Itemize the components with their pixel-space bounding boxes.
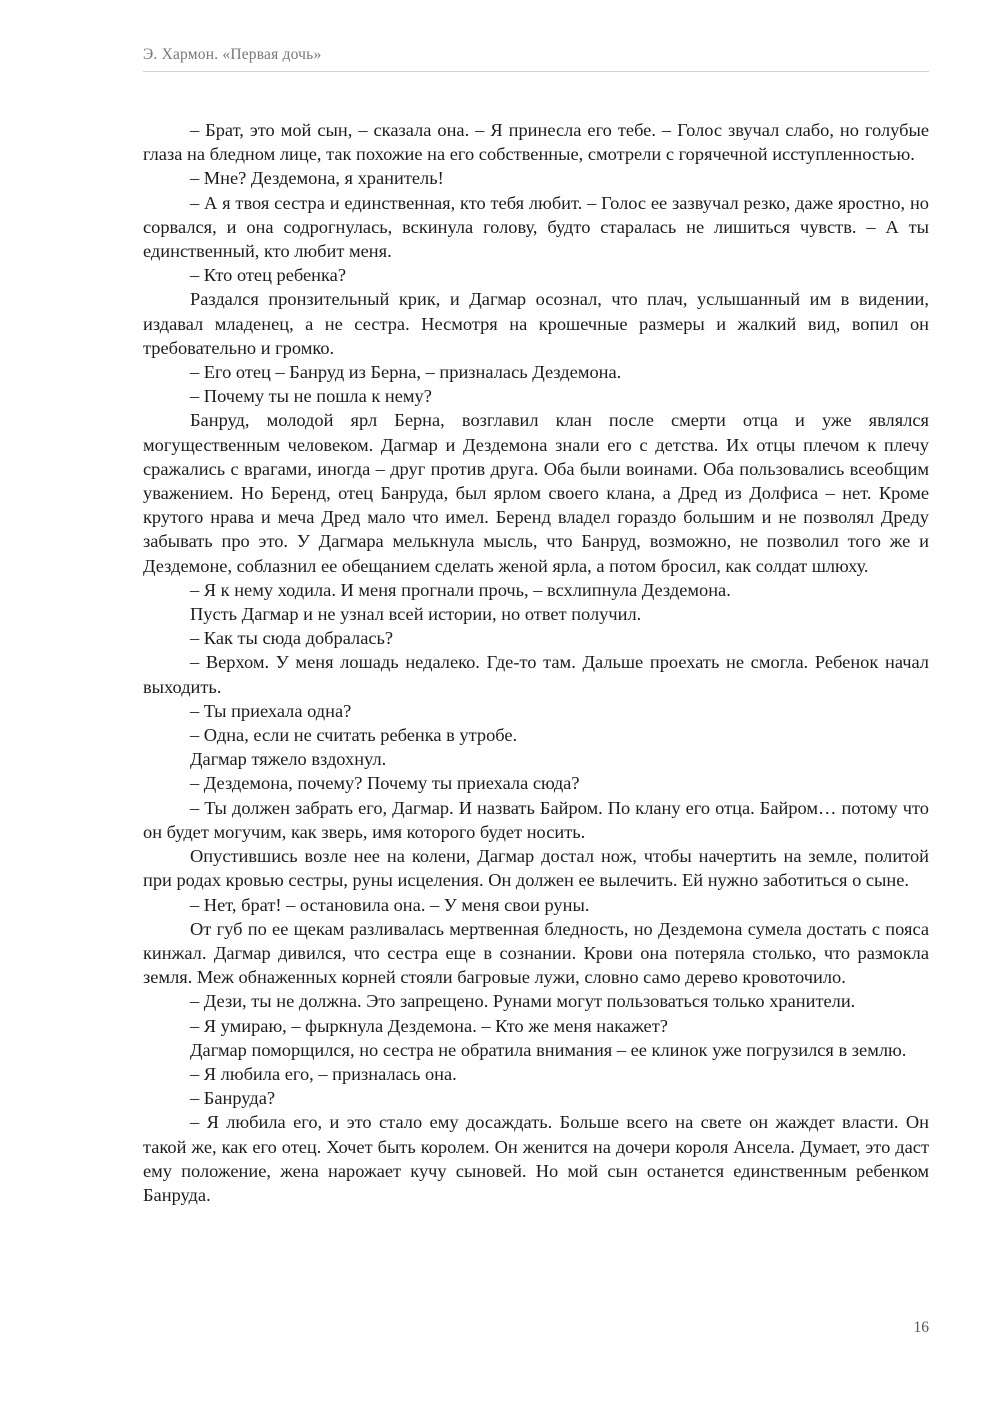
paragraph: – Верхом. У меня лошадь недалеко. Где-то там. Дальше проехать не смогла. Ребенок начал выходить. [143, 652, 929, 697]
paragraph: Дагмар тяжело вздохнул. [190, 749, 387, 770]
paragraph: – Ты приехала одна? [190, 700, 352, 721]
paragraph: – Одна, если не считать ребенка в утробе. [190, 725, 518, 746]
paragraph: – А я твоя сестра и единственная, кто тебя любит. – Голос ее зазвучал резко, даже яростно, но сорвался, и она содрогнулась, вскинула голову, будто старалась не лишиться чувств. – А ты единственный, кто любит меня. [143, 192, 929, 262]
paragraph: – Его отец – Банруд из Берна, – призналась Дездемона. [190, 362, 622, 383]
paragraph: – Кто отец ребенка? [190, 265, 346, 286]
paragraph: – Как ты сюда добралась? [190, 628, 394, 649]
body-text [143, 118, 929, 1207]
paragraph: Опустившись возле нее на колени, Дагмар достал нож, чтобы начертить на земле, политой при родах кровью сестры, руны исцеления. Он должен ее вылечить. Ей нужно заботиться о сыне. [143, 846, 929, 891]
paragraph: – Нет, брат! – остановила она. – У меня свои руны. [190, 894, 590, 915]
paragraph: Раздался пронзительный крик, и Дагмар осознал, что плач, услышанный им в видении, издавал младенец, а не сестра. Несмотря на крошечные размеры и жалкий вид, вопил он требовательно и громко. [143, 289, 929, 358]
header-rule [143, 71, 929, 72]
paragraph: Дагмар поморщился, но сестра не обратила внимания – ее клинок уже погрузился в землю. [190, 1039, 907, 1060]
paragraph: – Дези, ты не должна. Это запрещено. Рунами могут пользоваться только хранители. [190, 991, 856, 1012]
paragraph: – Дездемона, почему? Почему ты приехала сюда? [190, 773, 580, 794]
paragraph: – Мне? Дездемона, я хранитель! [190, 168, 444, 189]
paragraph: – Я любила его, и это стало ему досаждать. Больше всего на свете он жаждет власти. Он такой же, как его отец. Хочет быть королем. Он женится на дочери короля Ансела. Думает, это даст ему положение, жена нарожает кучу сыновей. Но мой сын останется единственным ребенком Банруда. [143, 1112, 929, 1205]
paragraph: – Я любила его, – призналась она. [190, 1063, 457, 1084]
paragraph: Пусть Дагмар и не узнал всей истории, но ответ получил. [190, 604, 642, 625]
paragraph: – Брат, это мой сын, – сказала она. – Я принесла его тебе. – Голос звучал слабо, но голубые глаза на бледном лице, так похожие на его собственные, смотрели с горячечной исступленностью. [143, 120, 929, 165]
running-header: Э. Хармон. «Первая дочь» [143, 46, 322, 63]
paragraph: – Ты должен забрать его, Дагмар. И назвать Байром. По клану его отца. Байром… потому что он будет могучим, как зверь, имя которого будет носить. [143, 797, 929, 842]
paragraph: – Я к нему ходила. И меня прогнали прочь, – всхлипнула Дездемона. [190, 579, 731, 600]
paragraph: Банруд, молодой ярл Берна, возглавил клан после смерти отца и уже являлся могущественным человеком. Дагмар и Дездемона знали его с детства. Их отцы плечом к плечу сражались с врагами, иногда – друг против друга. Оба были воинами. Оба пользовались всеобщим уважением. Но Беренд, отец Банруда, был ярлом своего клана, а Дред из Долфиса – нет. Кроме крутого нрава и меча Дред мало что имел. Беренд владел гораздо большим и не позволял Дреду забывать про это. У Дагмара мелькнула мысль, что Банруд, возможно, не позволил того же и Дездемоне, соблазнил ее обещанием сделать женой ярла, а потом бросил, как солдат шлюху. [143, 410, 929, 576]
page-number: 16 [913, 1319, 929, 1336]
paragraph: – Почему ты не пошла к нему? [190, 386, 432, 407]
paragraph: От губ по ее щекам разливалась мертвенная бледность, но Дездемона сумела достать с пояса кинжал. Дагмар дивился, что сестра еще в сознании. Крови она потеряла столько, что размокла земля. Меж обнаженных корней стояли багровые лужи, словно само дерево кровоточило. [143, 918, 929, 988]
paragraph: – Я умираю, – фыркнула Дездемона. – Кто же меня накажет? [190, 1015, 668, 1036]
paragraph: – Банруда? [190, 1088, 276, 1109]
